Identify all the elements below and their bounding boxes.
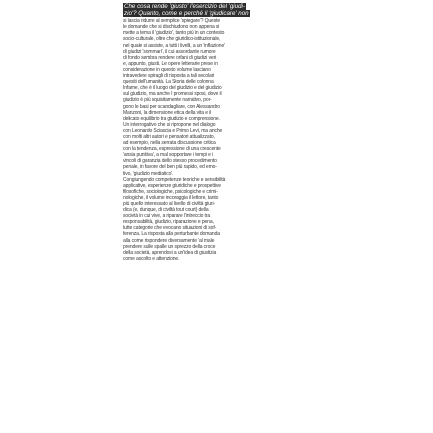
body-line: socio-culturale, oltre che giuridico-istituzionale,	[123, 36, 221, 43]
body-line: 'ansia punitiva', a mal sopportare i tempi e i	[123, 152, 214, 159]
article-column	[123, 3, 310, 262]
body-line: tivo, 'giudizio mediatico'.	[123, 170, 174, 177]
body-line: considerazione in questo volume lasciano	[123, 66, 211, 73]
body-line: delicato equilibrio tra giudizio e comprensione.	[123, 115, 220, 122]
article-heading	[123, 3, 310, 17]
heading-line: zio'? Quanto, come e perché il 'giudicare' non	[124, 10, 249, 18]
body-line: mette a tema il 'giudizio', tanto più in un contesto	[123, 30, 225, 37]
body-line: Un interrogativo che si ripropone nel dialogo	[123, 121, 216, 128]
body-line: con la tendenza, espressione di una crescente	[123, 146, 221, 153]
body-line: con molti altri autori e pensatori attualizzato,	[123, 133, 215, 140]
body-line: giudizio è più squisitamente narrativo, por-	[123, 97, 212, 104]
body-line: prendere sulle spalle un sprezzo della croce	[123, 243, 216, 250]
body-line: sul giudizio, ma anche I promessi sposi, dove il	[123, 91, 222, 98]
body-line: dica (e, dunque, di civiltà tout court) della	[123, 207, 209, 214]
body-line: ferenza. La risposta alla perturbante domanda	[123, 231, 220, 238]
body-line: Congiungendo competenze teoriche e sensibilità	[123, 176, 226, 183]
body-line: vincoli di garanzia dello stesso procedimento	[123, 158, 217, 165]
body-line: le domande che si dischiudono non appena si	[123, 24, 220, 31]
body-line: come ascolto e attenzione.	[123, 255, 180, 262]
body-line: quesiti dell'umanità. La Storia delle colonna	[123, 79, 214, 86]
heading-line: Che cosa rende 'giusto' l'esercizio del 'giudi-	[124, 3, 245, 10]
body-line: di giudizi 'sommari', il cui assordante rumore	[123, 48, 216, 55]
body-line: della società, aprendosi a un'idea di giustizia	[123, 249, 217, 256]
body-line: Infame, che è il luogo del giudizio e del giudizio	[123, 85, 222, 92]
body-line: ad esempio, nella serrata discussione critica	[123, 140, 216, 147]
body-line: tutte categorie che evocano situazioni di sof-	[123, 225, 217, 232]
body-line: responsabilità, giudizio, riparazione e pena,	[123, 219, 214, 226]
body-line: nel quale si assiste, a tutti i livelli, a un 'inflazione'	[123, 42, 225, 49]
article-body-text	[123, 18, 310, 262]
body-line: si lascia ridurre al semplice 'spiegare'? Queste	[123, 18, 221, 25]
body-line: gono le basi per scandagliare, con Alessandro	[123, 103, 220, 110]
body-line: nologiche, il volume incoraggia il lettore, tanto	[123, 194, 219, 201]
body-line: con Leonardo Sciascia e Primo Levi, ma anche	[123, 127, 223, 134]
body-line: Manzoni, la dimensione etica della vita e il	[123, 109, 212, 116]
body-line: penale, in favore del ben più rapido, ed emo-	[123, 164, 217, 171]
body-line: filosofiche, sociologiche, psicologiche e crimi-	[123, 188, 218, 195]
body-line: società in cui vive, a riparare l'intreccio tra	[123, 213, 211, 220]
body-line: alla come rispondere diversamente 'al male	[123, 237, 215, 244]
body-line: più quello interessato al livello di civiltà giuri-	[123, 201, 215, 207]
body-line: intravedere spiragli di risposta a tali secolari	[123, 73, 215, 80]
body-line: e, appunto, giusti. Le opere letterarie prese in	[123, 60, 218, 67]
body-line: applicative, esperienze giuridiche e prospettive	[123, 182, 221, 189]
body-line: di fondo sembra rendere orfani di giudizi veri	[123, 54, 217, 61]
